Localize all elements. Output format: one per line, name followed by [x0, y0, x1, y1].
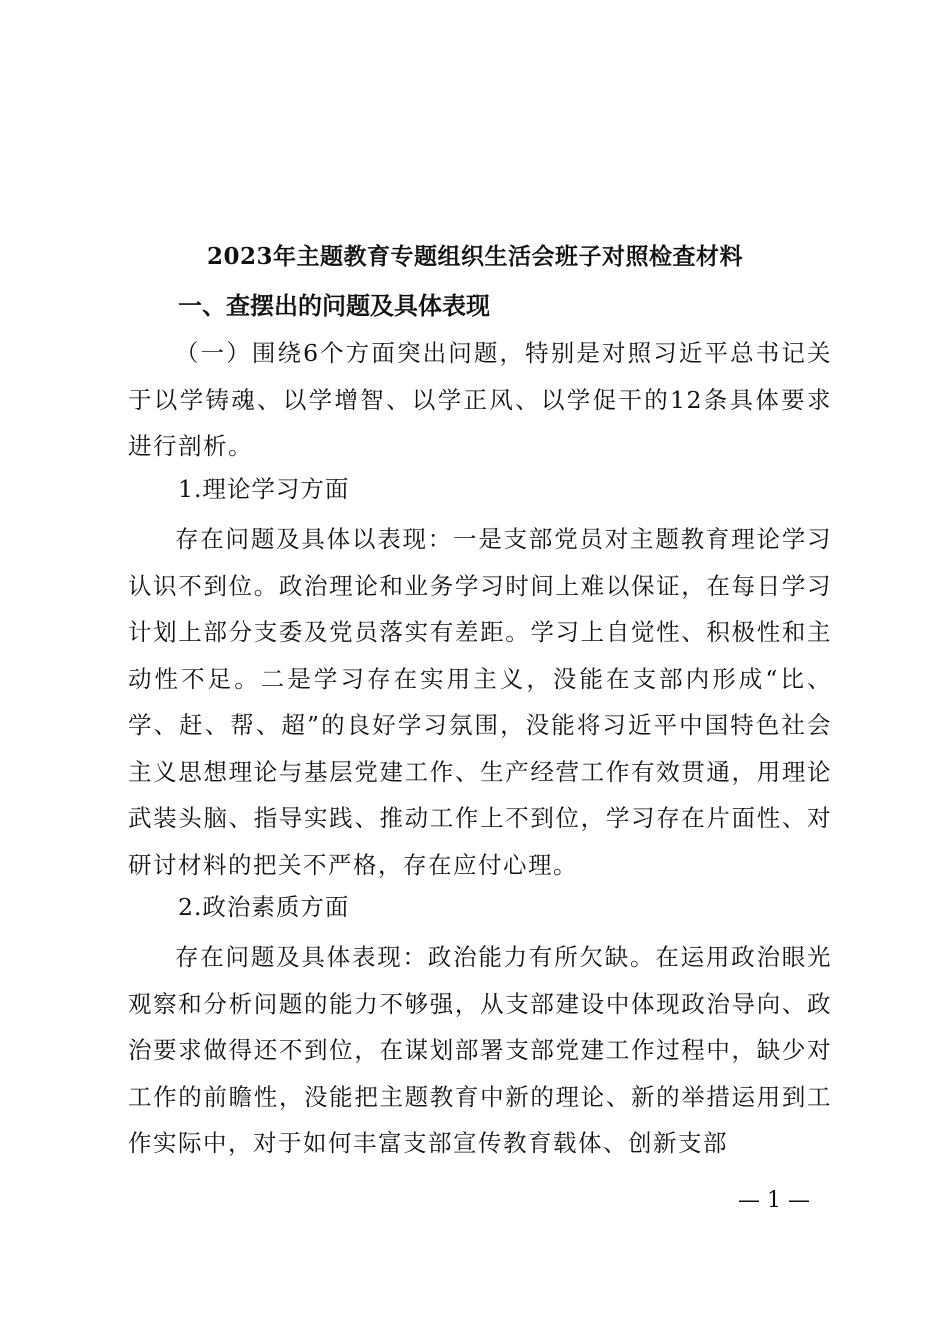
intro-paragraph: （一）围绕6个方面突出问题，特别是对照习近平总书记关于以学铸魂、以学增智、以学正风、以学促干的12条具体要求进行剖析。	[128, 339, 832, 460]
item2-paragraph: 存在问题及具体表现：政治能力有所欠缺。在运用政治眼光观察和分析问题的能力不够强，从支部建设中体现政治导向、政治要求做得还不到位，在谋划部署支部党建工作过程中，缺少对工作的前瞻性，没能把主题教育中新的理论、新的举措运用到工作实际中，对于如何丰富支部宣传教育载体、创新支部	[128, 943, 832, 1157]
document-title: 2023年主题教育专题组织生活会班子对照检查材料	[206, 243, 743, 270]
section-heading: 一、查摆出的问题及具体表现	[178, 292, 490, 320]
item2-heading: 2.政治素质方面	[178, 893, 350, 921]
item1-paragraph: 存在问题及具体以表现：一是支部党员对主题教育理论学习认识不到位。政治理论和业务学习时间上难以保证，在每日学习计划上部分支委及党员落实有差距。学习上自觉性、积极性和主动性不足。二是学习存在实用主义，没能在支部内形成“比、学、赶、帮、超”的良好学习氛围，没能将习近平中国特色社会主义思想理论与基层党建工作、生产经营工作有效贯通，用理论武装头脑、指导实践、推动工作上不到位，学习存在片面性、对研讨材料的把关不严格，存在应付心理。	[128, 525, 832, 879]
item1-heading: 1.理论学习方面	[178, 475, 350, 503]
page-number: — 1 —	[738, 1188, 810, 1213]
